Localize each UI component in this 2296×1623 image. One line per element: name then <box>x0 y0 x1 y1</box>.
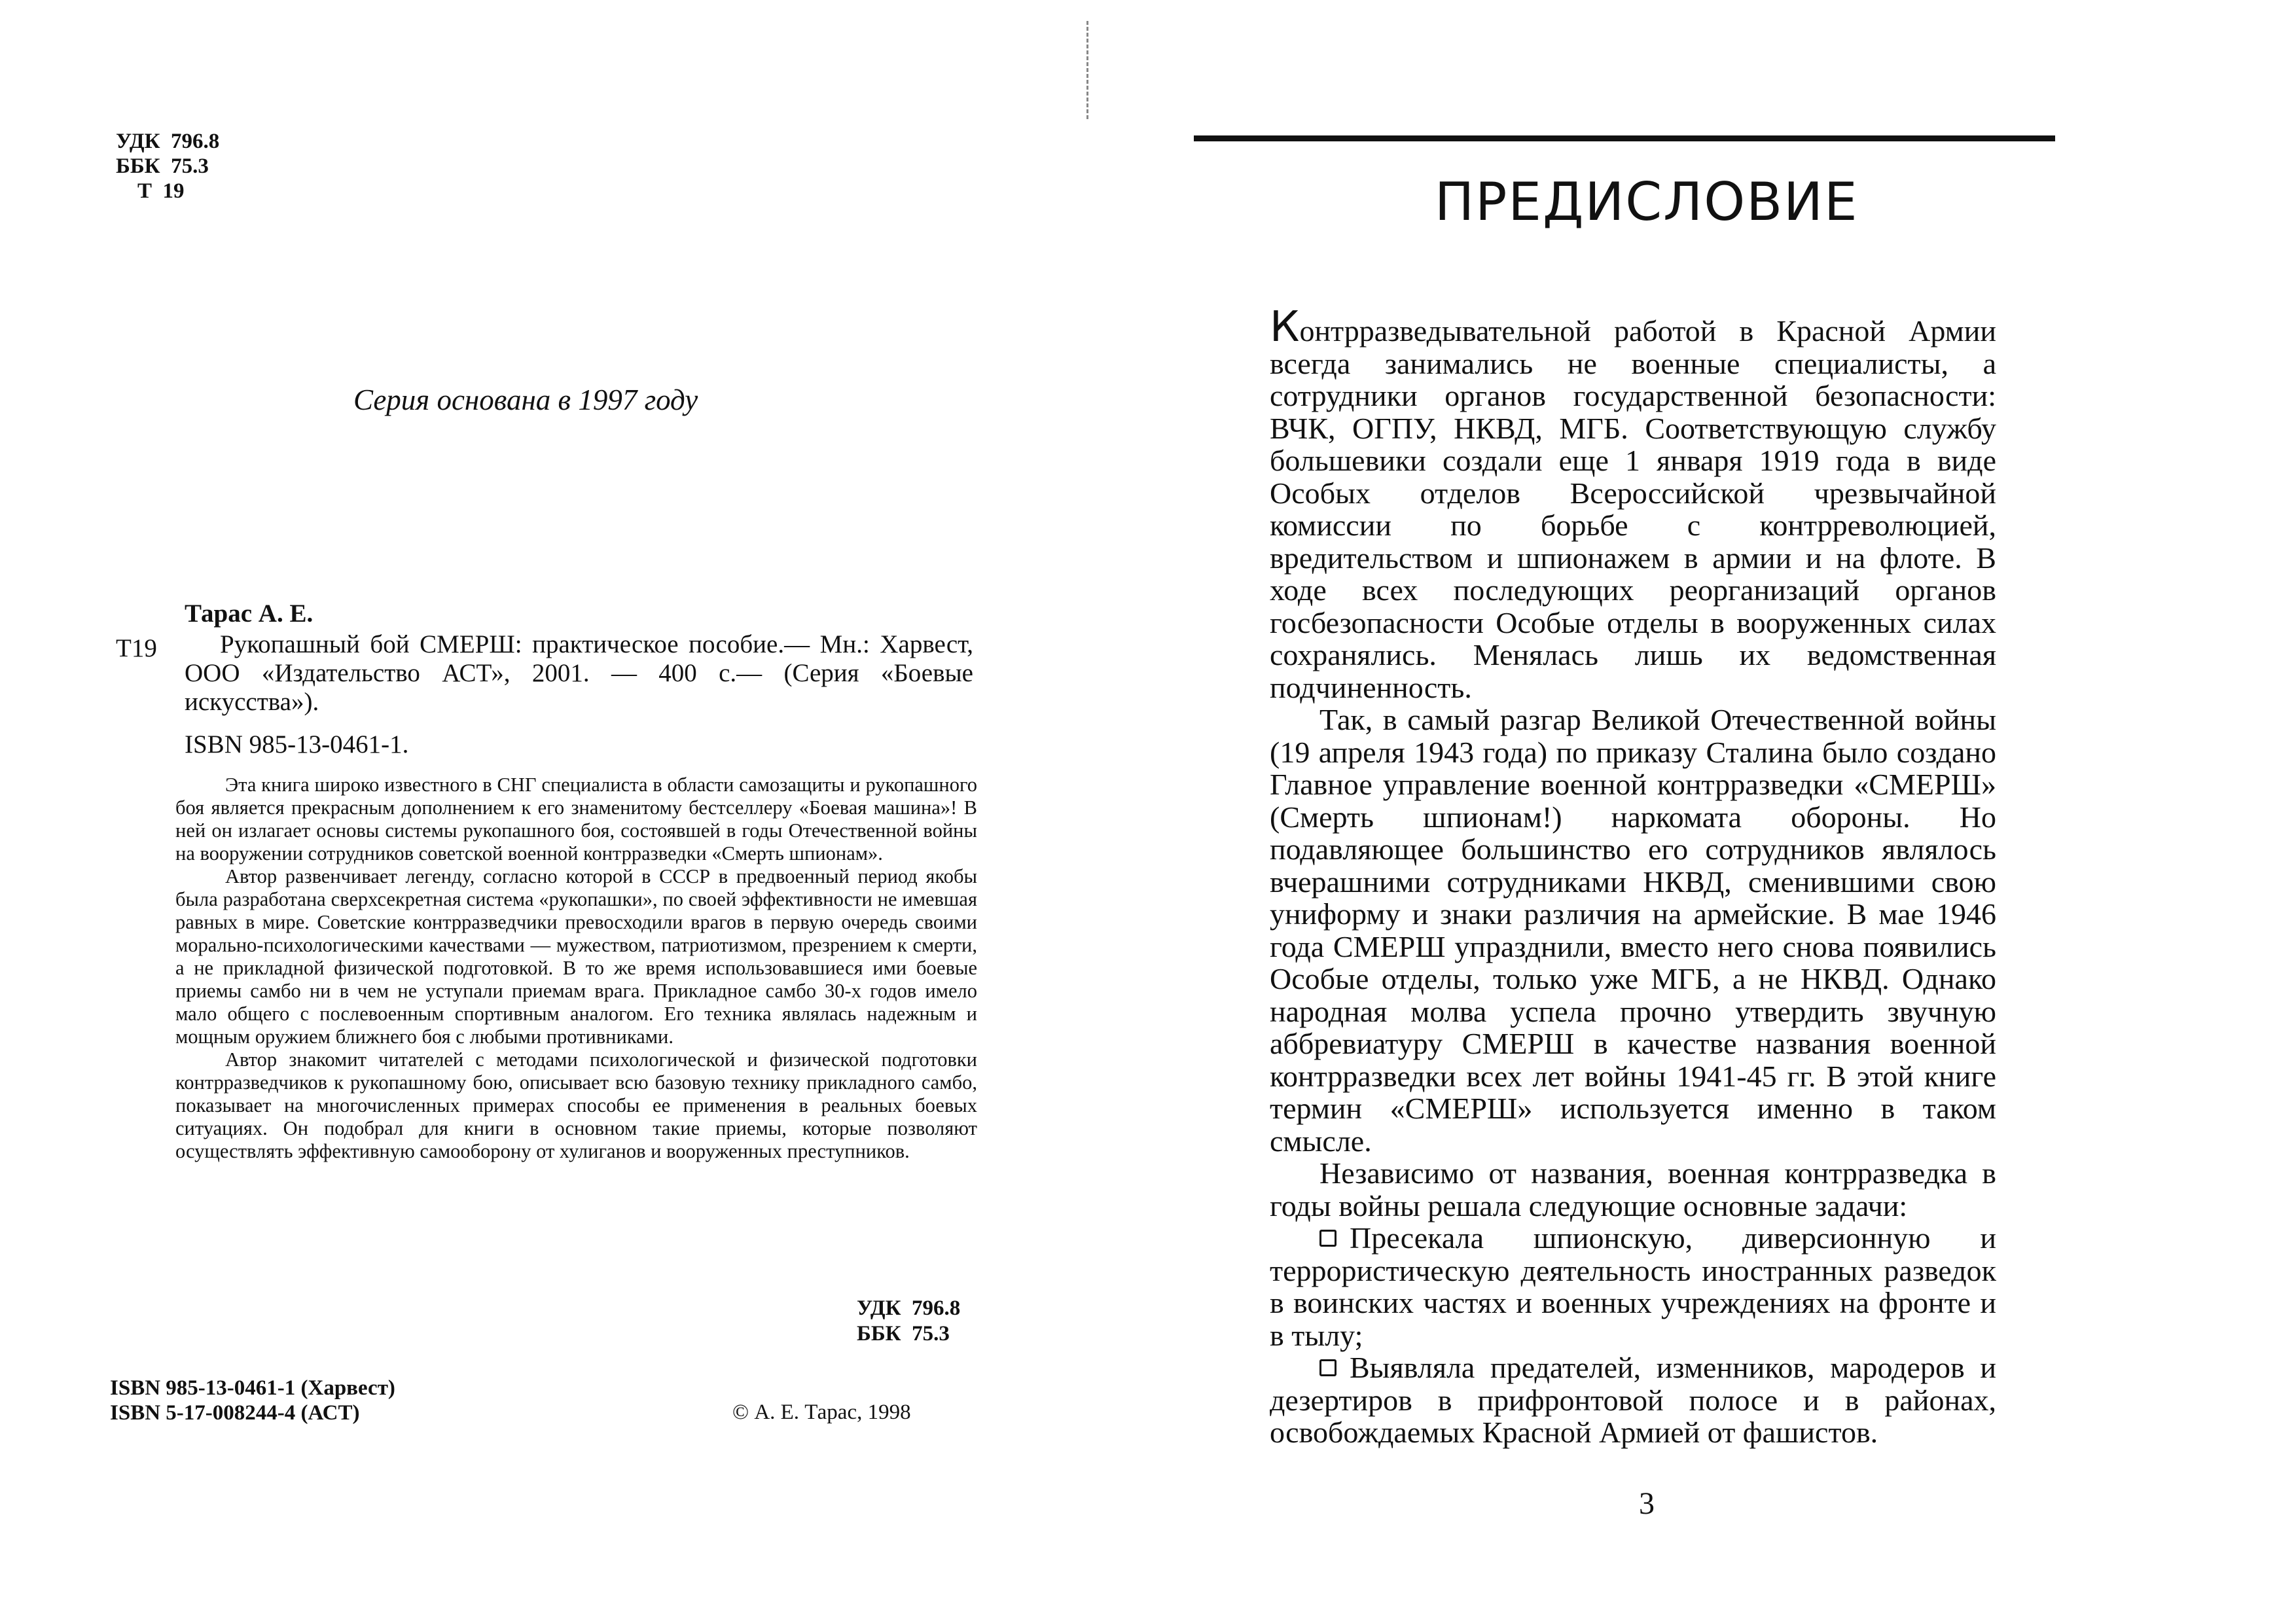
abstract-paragraph: Автор развенчивает легенду, согласно которой в СССР в предвоенный период якобы была разработана сверхсекретная система «рукопашки», по своей эффективности не имевшая равных в мире. Советские контрразведчики превосходили врагов в первую очередь своими морально-психологическими качествами — мужеством, патриотизмом, презрением к смерти, а не прикладной физической подготовкой. В то же время использовавшиеся ими боевые приемы самбо ни в чем не уступали приемам врага. Прикладное самбо 30-х годов имело мало общего с послевоенным спортивным аналогом. Его техника являлась надежным и мощным оружием ближнего боя с любыми противниками. <box>175 865 977 1048</box>
card-number: Т19 <box>116 634 157 662</box>
bbk-code: ББК 75.3 <box>116 154 209 178</box>
abstract-paragraph: Эта книга широко известного в СНГ специалиста в области самозащиты и рукопашного боя является прекрасным дополнением к его знаменитому бестселлеру «Боевая машина»! В ней он излагает основы системы рукопашного боя, состоявшей в годы Отечественной войны на вооружении сотрудников советской военной контрразведки «Смерть шпионам». <box>175 774 977 865</box>
paragraph-3: Независимо от названия, военная контрразведка в годы войны решала следующие основные задачи: <box>1270 1156 1996 1222</box>
bullet-text: Пресекала шпионскую, диверсионную и террористическую деятельность иностранных разведок в воинских частях и военных учреждениях на фронте и в тылу; <box>1270 1221 1996 1352</box>
checkbox-bullet-icon <box>1319 1230 1336 1247</box>
isbn-ast: ISBN 5-17-008244-4 (АСТ) <box>110 1401 360 1425</box>
bbk-code: ББК 75.3 <box>857 1322 950 1346</box>
bullet-item <box>1270 1351 1996 1449</box>
isbn-harvest: ISBN 985-13-0461-1 (Харвест) <box>110 1376 395 1400</box>
bullet-text: Выявляла предателей, изменников, мародеров и дезертиров в прифронтовой полосе и в районах, освобождаемых Красной Армией от фашистов. <box>1270 1351 1996 1449</box>
udk-code: УДК 796.8 <box>857 1296 961 1320</box>
heading-rule <box>1194 135 2055 141</box>
udk-code: УДК 796.8 <box>116 130 220 153</box>
drop-cap: К <box>1270 303 1300 351</box>
classification-codes-bottom <box>857 1296 960 1347</box>
series-note: Серия основана в 1997 году <box>353 383 698 416</box>
isbn-main: ISBN 985-13-0461-1. <box>185 730 409 758</box>
bib-text: Рукопашный бой СМЕРШ: практическое пособие.— Мн.: Харвест, ООО «Издательство АСТ», 2001. — 400 с.— (Серия «Боевые искусства»). <box>185 630 973 716</box>
chapter-heading: ПРЕДИСЛОВИЕ <box>1435 171 1859 232</box>
body-text <box>1270 303 1996 1449</box>
bibliographic-description <box>185 630 973 717</box>
paragraph-1 <box>1270 303 1996 704</box>
author-heading: Тарас А. Е. <box>185 599 314 628</box>
checkbox-bullet-icon <box>1319 1359 1336 1376</box>
abstract <box>175 774 977 1163</box>
copyright: © А. Е. Тарас, 1998 <box>732 1400 911 1424</box>
isbn-list <box>110 1376 395 1425</box>
bullet-item <box>1270 1222 1996 1351</box>
paragraph-2: Так, в самый разгар Великой Отечественной войны (19 апреля 1943 года) по приказу Сталина было создано Главное управление военной контрразведки «СМЕРШ» (Смерть шпионам!) наркомата обороны. Но подавляющее большинство его сотрудников являлось вчерашними сотрудниками НКВД, сменившими свою униформу и знаки различия на армейские. В мае 1946 года СМЕРШ упразднили, вместо него снова появились Особые отделы, только уже МГБ, а не НКВД. Однако народная молва успела прочно утвердить звучную аббревиатуру СМЕРШ в качестве названия военной контрразведки всех лет войны 1941-45 гг. В этой книге термин «СМЕРШ» используется именно в таком смысле. <box>1270 703 1996 1158</box>
abstract-paragraph: Автор знакомит читателей с методами психологической и физической подготовки контрразведчиков к рукопашному бою, описывает всю базовую технику прикладного самбо, показывает на многочисленных примерах способы ее применения в реальных боевых ситуациях. Он подобрал для книги в основном такие приемы, которые позволяют осуществлять эффективную самооборону от хулиганов и вооруженных преступников. <box>175 1048 977 1162</box>
paragraph-1-text: онтрразведывательной работой в Красной Армии всегда занимались не военные специалисты, а сотрудники органов государственной безопасности: ВЧК, ОГПУ, НКВД, МГБ. Соответствующую службу большевики создали еще 1 января 1919 года в виде Особых отделов Всероссийской чрезвычайной комиссии по борьбе с контрреволюцией, вредительством и шпионажем в армии и на флоте. В ходе всех последующих реорганизаций органов госбезопасности Особые отделы в вооруженных силах сохранялись. Менялась лишь их ведомственная подчиненность. <box>1270 314 1996 704</box>
classification-codes <box>116 129 219 204</box>
page-number: 3 <box>1639 1486 1655 1521</box>
author-mark: Т 19 <box>116 179 185 203</box>
fold-mark <box>1086 21 1088 119</box>
